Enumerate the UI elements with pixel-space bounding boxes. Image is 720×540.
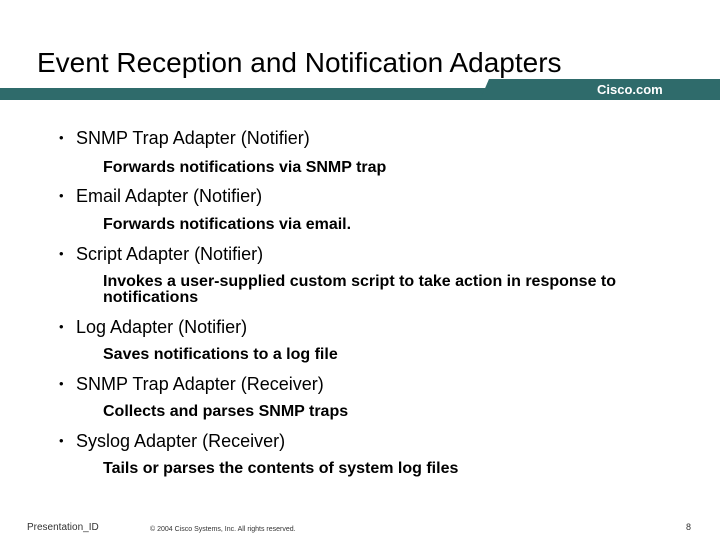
bullet-email-notifier	[59, 185, 262, 207]
footer-presentation-id: Presentation_ID	[27, 522, 99, 533]
bullet-log-notifier	[59, 316, 247, 338]
bullet-heading: Syslog Adapter (Receiver)	[76, 431, 286, 451]
bullet-heading: SNMP Trap Adapter (Notifier)	[76, 128, 310, 148]
bullet-detail: Forwards notifications via email.	[103, 216, 352, 233]
bullet-detail: Invokes a user-supplied custom script to take action in response to notifications	[103, 273, 617, 306]
bullet-detail: Collects and parses SNMP traps	[103, 403, 349, 420]
bullet-detail: Forwards notifications via SNMP trap	[103, 159, 387, 176]
bullet-marker: •	[59, 246, 64, 261]
bullet-snmp-trap-notifier	[59, 127, 310, 149]
bullet-detail: Tails or parses the contents of system log files	[103, 460, 459, 477]
bullet-heading: Log Adapter (Notifier)	[76, 317, 248, 337]
bullet-marker: •	[59, 130, 64, 145]
bullet-snmp-trap-receiver	[59, 373, 324, 395]
cisco-logo: Cisco.com	[597, 82, 663, 97]
bullet-marker: •	[59, 319, 64, 334]
bullet-syslog-receiver	[59, 430, 285, 452]
bullet-script-notifier	[59, 243, 263, 265]
bullet-marker: •	[59, 188, 64, 203]
bullet-detail: Saves notifications to a log file	[103, 346, 338, 363]
bullet-heading: SNMP Trap Adapter (Receiver)	[76, 374, 324, 394]
bullet-marker: •	[59, 433, 64, 448]
footer-copyright: © 2004 Cisco Systems, Inc. All rights reserved.	[150, 526, 296, 533]
bullet-heading: Script Adapter (Notifier)	[76, 244, 264, 264]
footer-page-number: 8	[686, 522, 692, 532]
bullet-marker: •	[59, 376, 64, 391]
slide-title: Event Reception and Notification Adapters	[37, 47, 562, 78]
bullet-heading: Email Adapter (Notifier)	[76, 186, 263, 206]
